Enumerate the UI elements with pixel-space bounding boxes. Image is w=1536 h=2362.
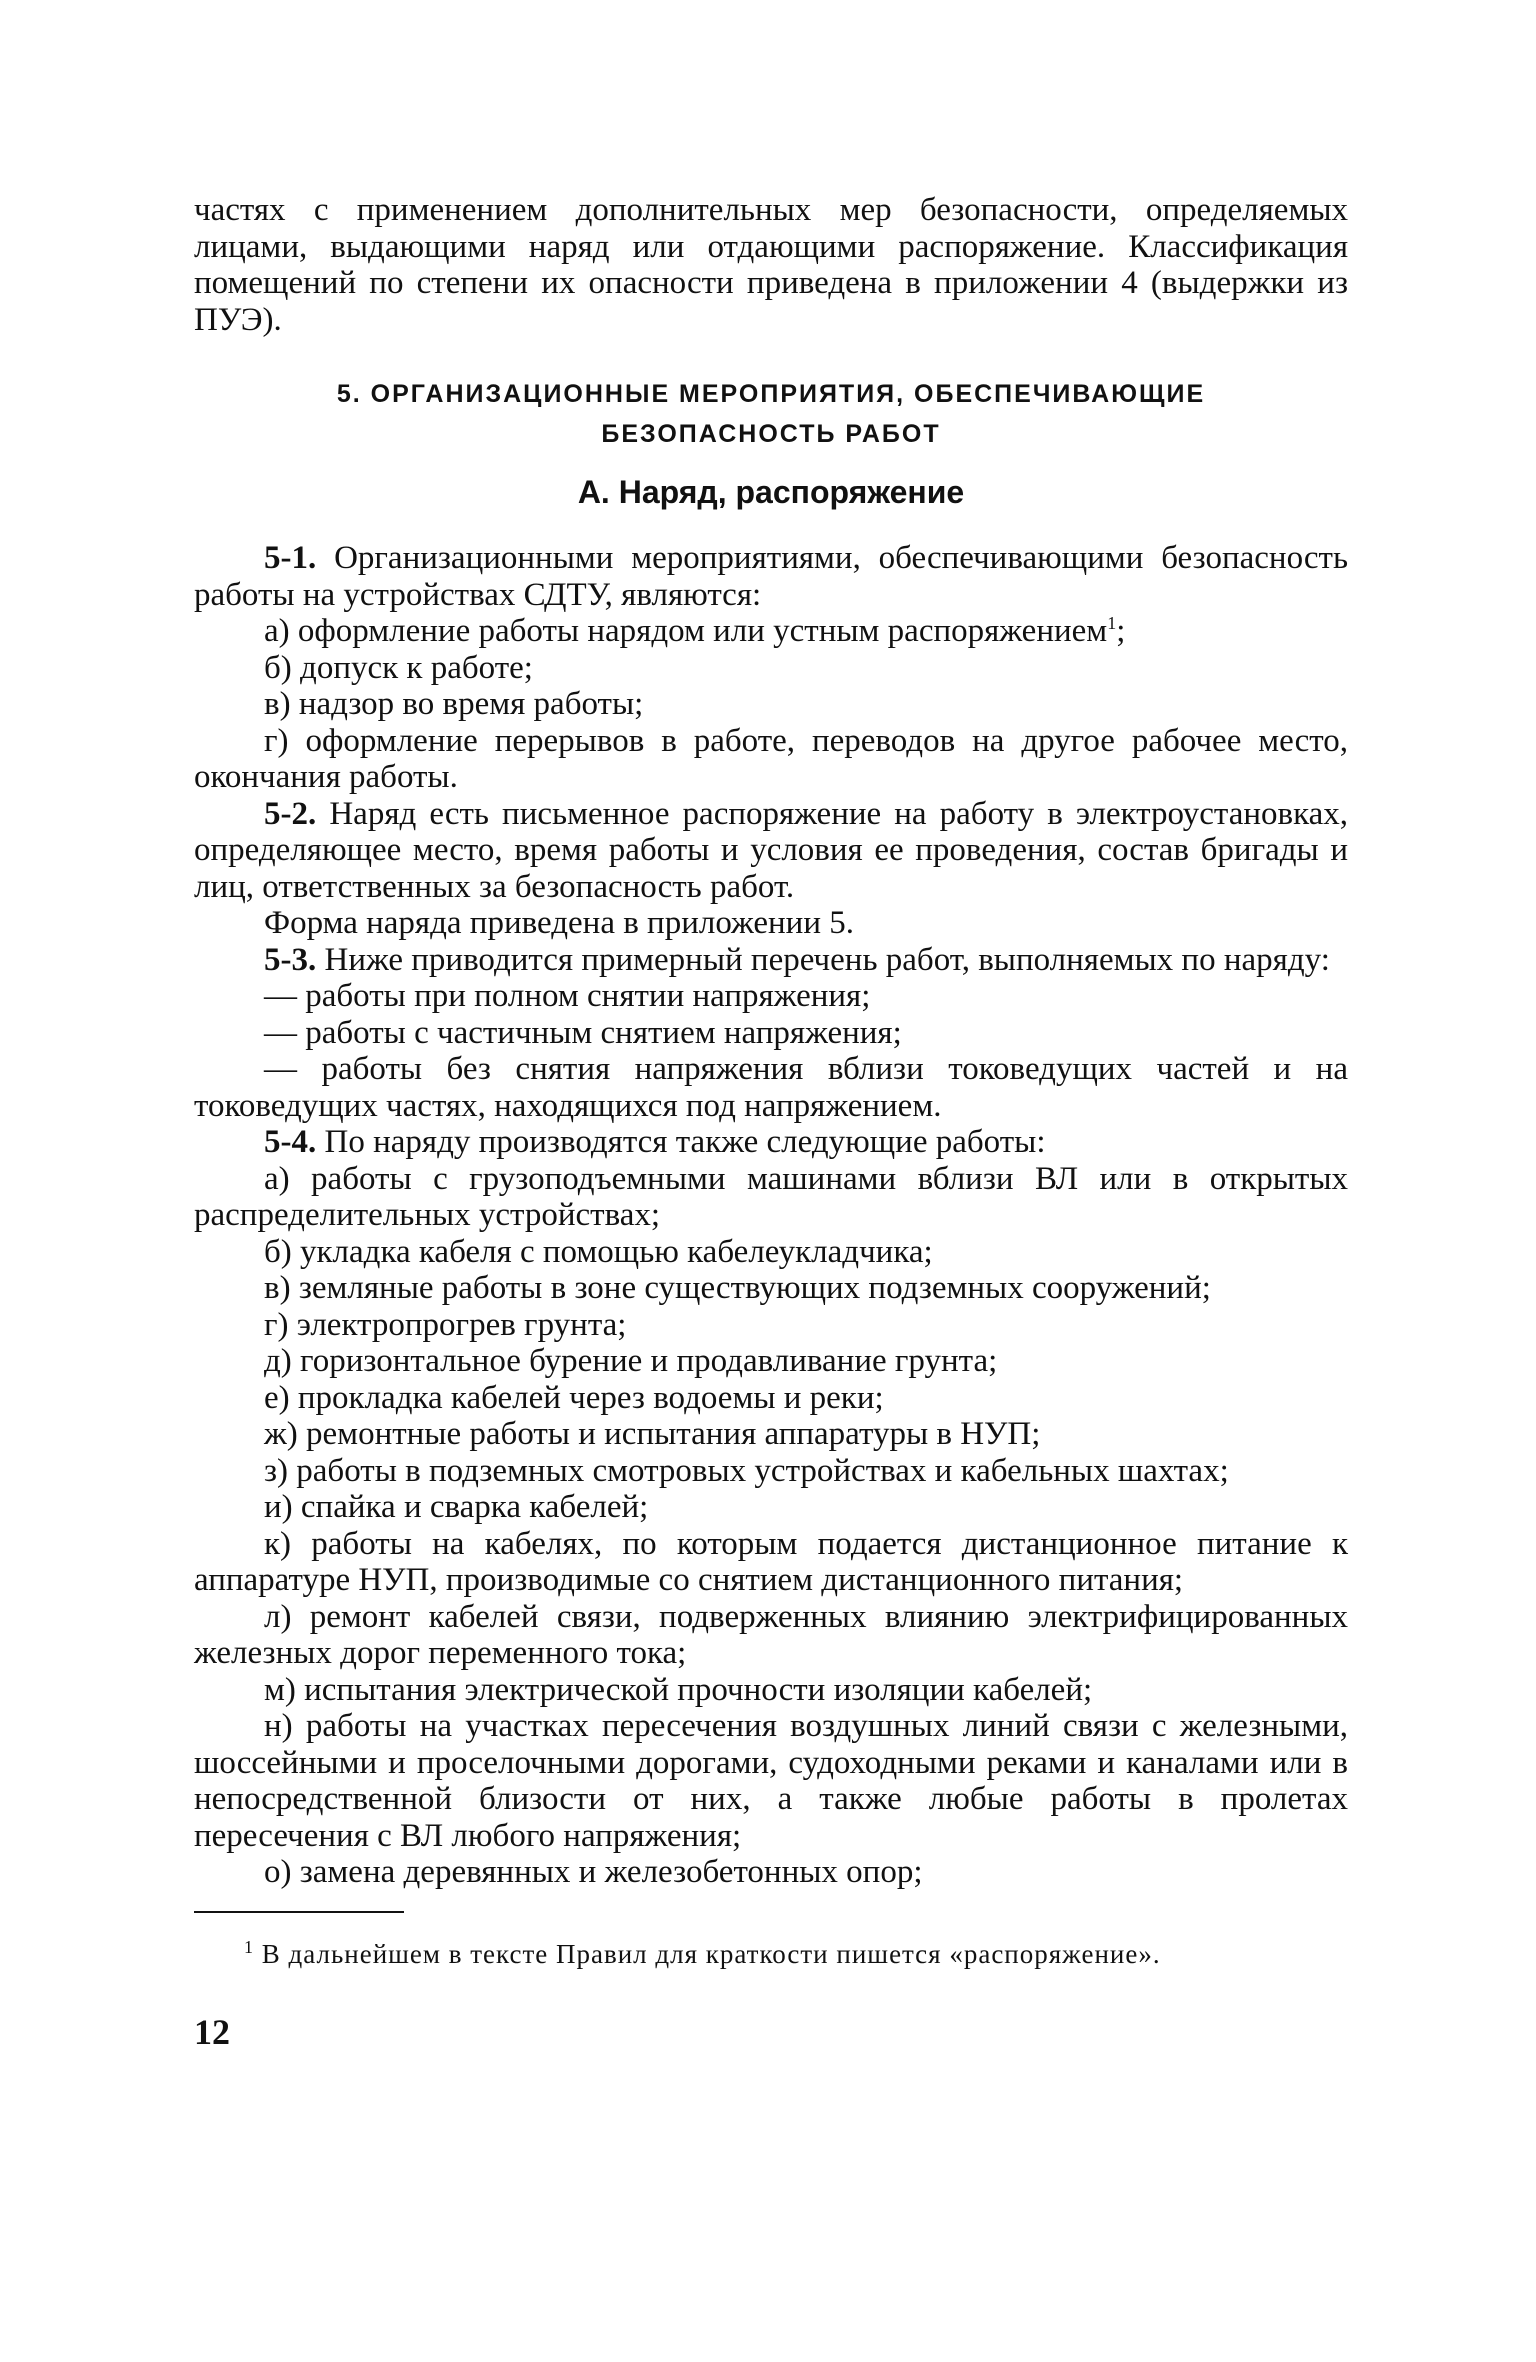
footnote-mark: 1 [1107,613,1117,633]
footnote-mark: 1 [244,1936,254,1957]
list-item: ж) ремонтные работы и испытания аппаратуры в НУП; [264,1416,1041,1452]
list-item: г) электропрогрев грунта; [264,1306,627,1343]
paragraph-5-1 [194,540,1348,613]
list-item: б) укладка кабеля с помощью кабелеукладчика; [264,1233,933,1270]
list-item: д) горизонтальное бурение и продавливание грунта; [264,1343,998,1379]
list-item: а) оформление работы нарядом или устным распоряжением$^1$; [264,613,1126,649]
paragraph-number: 5-3. [264,941,317,978]
list-item: м) испытания электрической прочности изоляции кабелей; [264,1671,1093,1708]
paragraph-text: Наряд есть письменное распоряжение на работу в электроустановках, определяющее место, время работы и условия ее проведения, состав бригады и лиц, ответственных за безопасность работ. [194,795,1349,905]
list-item: в) надзор во время работы; [264,686,644,722]
list-item: в) земляные работы в зоне существующих подземных сооружений; [264,1270,1211,1306]
section-title-line2: БЕЗОПАСНОСТЬ РАБОТ [601,420,941,448]
list-item: и) спайка и сварка кабелей; [264,1489,649,1525]
list-item: е) прокладка кабелей через водоемы и реки; [264,1379,884,1416]
paragraph-number: 5-4. [264,1124,317,1160]
paragraph-5-3 [194,942,1348,979]
list-item: а) работы с грузоподъемными машинами вблизи ВЛ или в открытых распределительных устройствах; [194,1160,1348,1233]
list-item: — работы без снятия напряжения вблизи токоведущих частей и на токоведущих частях, находящихся под напряжением. [194,1051,1348,1124]
list-item: л) ремонт кабелей связи, подверженных влиянию электрифицированных железных дорог переменного тока; [194,1598,1348,1671]
paragraph-text: По наряду производятся также следующие работы: [324,1124,1046,1160]
section-title-line1: 5. ОРГАНИЗАЦИОННЫЕ МЕРОПРИЯТИЯ, ОБЕСПЕЧИВАЮЩИЕ [336,380,1206,408]
paragraph-number: 5-1. [264,540,317,576]
list-item: з) работы в подземных смотровых устройствах и кабельных шахтах; [264,1452,1229,1489]
list-item: к) работы на кабелях, по которым подается дистанционное питание к аппаратуре НУП, производимые со снятием дистанционного питания; [194,1525,1348,1598]
paragraph-5-2 [194,796,1348,906]
list-item: — работы с частичным снятием напряжения; [264,1014,902,1051]
list-item: б) допуск к работе; [264,649,533,686]
paragraph-5-2-extra: Форма наряда приведена в приложении 5. [264,905,855,941]
list-item: — работы при полном снятии напряжения; [264,978,871,1014]
paragraph-text: Организационными мероприятиями, обеспечивающими безопасность работы на устройствах СДТУ, являются: [194,540,1349,613]
list-item: г) оформление перерывов в работе, переводов на другое рабочее место, окончания работы. [194,722,1348,795]
document-page [194,192,1348,2053]
paragraph-text: Ниже приводится примерный перечень работ, выполняемых по наряду: [324,941,1330,978]
intro-paragraph: частях с применением дополнительных мер безопасности, определяемых лицами, выдающими наряд или отдающими распоряжение. Классификация помещений по степени их опасности приведена в приложении 4 (выдержки из ПУЭ). [194,192,1348,338]
footnote-divider [194,1911,404,1913]
page-number: 12 [194,2011,230,2052]
list-item: н) работы на участках пересечения воздушных линий связи с железными, шоссейными и проселочными дорогами, судоходными реками и каналами или в непосредственной близости от них, а также любые работы в пролетах пересечения с ВЛ любого напряжения; [194,1708,1348,1854]
footnote-text: В дальнейшем в тексте Правил для краткости пишется «распоряжение». [261,1938,1161,1969]
paragraph-number: 5-2. [264,795,317,832]
paragraph-5-4 [194,1124,1348,1161]
section-subtitle: А. Наряд, распоряжение [577,474,965,510]
footnote [194,1937,1348,1971]
list-item: о) замена деревянных и железобетонных опор; [264,1854,923,1890]
